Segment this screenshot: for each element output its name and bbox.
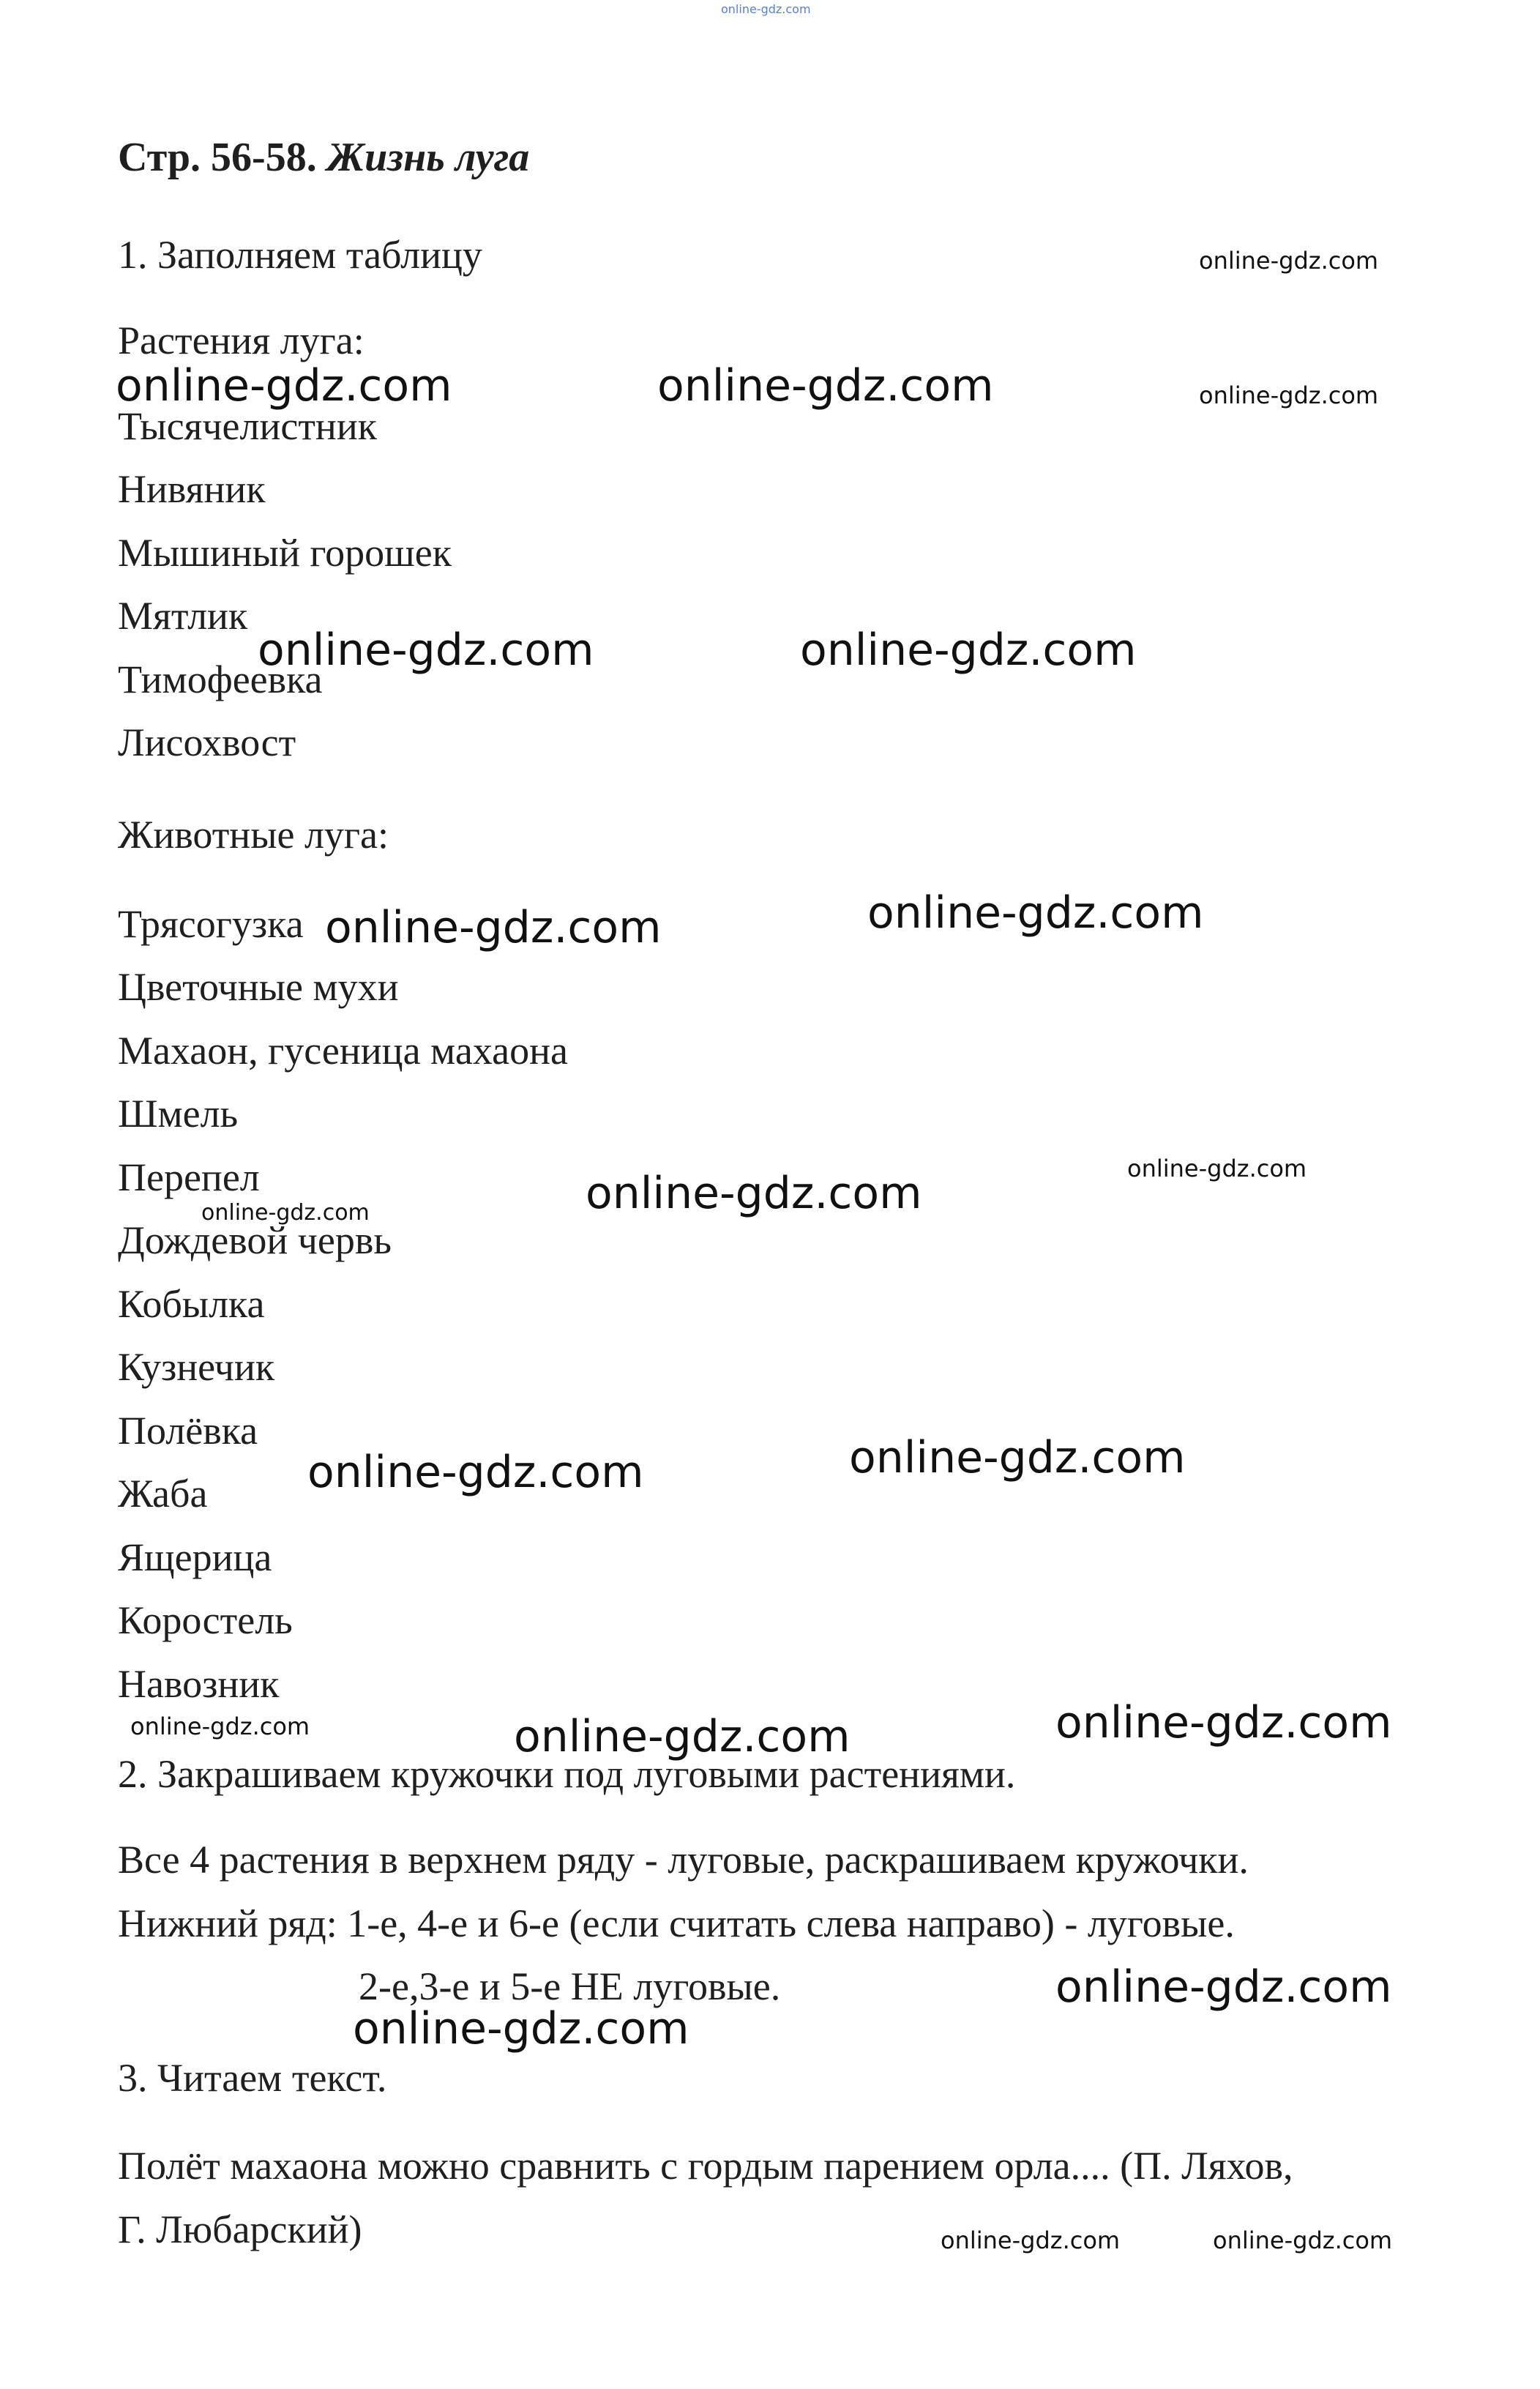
watermark: online-gdz.com xyxy=(1127,1155,1307,1182)
animals-heading: Животные луга: xyxy=(118,813,389,857)
plant-item: Нивяник xyxy=(118,467,266,511)
animal-item: Шмель xyxy=(118,1092,239,1136)
animal-item: Жаба xyxy=(118,1472,208,1516)
animal-item: Полёвка xyxy=(118,1409,258,1453)
watermark: online-gdz.com xyxy=(353,2003,689,2054)
task2-line: Все 4 растения в верхнем ряду - луговые, раскрашиваем кружочки. xyxy=(118,1838,1249,1882)
watermark: online-gdz.com xyxy=(586,1168,922,1219)
page-title xyxy=(118,135,529,179)
watermark: online-gdz.com xyxy=(657,360,994,411)
watermark: online-gdz.com xyxy=(1055,1961,1392,2013)
watermark: online-gdz.com xyxy=(514,1711,851,1762)
plant-item: Мышиный горошек xyxy=(118,531,452,575)
watermark: online-gdz.com xyxy=(130,1712,310,1740)
watermark: online-gdz.com xyxy=(849,1432,1186,1483)
watermark: online-gdz.com xyxy=(941,2226,1121,2254)
watermark: online-gdz.com xyxy=(1213,2226,1393,2254)
animal-item: Кузнечик xyxy=(118,1345,275,1389)
watermark: online-gdz.com xyxy=(116,360,452,411)
plant-item: Тысячелистник xyxy=(118,404,377,448)
plant-item: Лисохвост xyxy=(118,720,296,764)
page-title-prefix: Стр. 56-58. xyxy=(118,135,317,180)
watermark: online-gdz.com xyxy=(1199,247,1379,275)
task3-heading: 3. Читаем текст. xyxy=(118,2056,387,2100)
task3-line: Г. Любарский) xyxy=(118,2207,362,2251)
watermark: online-gdz.com xyxy=(307,1447,644,1498)
animal-item: Коростель xyxy=(118,1598,293,1642)
watermark: online-gdz.com xyxy=(201,1200,370,1226)
animal-item: Перепел xyxy=(118,1155,260,1199)
animal-item: Ящерица xyxy=(118,1535,272,1579)
task3-line: Полёт махаона можно сравнить с гордым парением орла.... (П. Ляхов, xyxy=(118,2144,1293,2188)
watermark: online-gdz.com xyxy=(867,887,1204,939)
watermark: online-gdz.com xyxy=(1199,381,1379,409)
header-watermark: online-gdz.com xyxy=(721,2,811,16)
animal-item: Махаон, гусеница махаона xyxy=(118,1029,568,1073)
watermark: online-gdz.com xyxy=(258,625,594,676)
task1-heading: 1. Заполняем таблицу xyxy=(118,233,482,277)
plant-item: Тимофеевка xyxy=(118,657,323,701)
task2-heading: 2. Закрашиваем кружочки под луговыми растениями. xyxy=(118,1752,1016,1796)
task2-line: 2-е,3-е и 5-е НЕ луговые. xyxy=(359,1964,781,2008)
watermark: online-gdz.com xyxy=(800,625,1137,676)
animal-item: Навозник xyxy=(118,1662,280,1706)
watermark: online-gdz.com xyxy=(1055,1697,1392,1748)
page-title-topic: Жизнь луга xyxy=(326,135,530,180)
animal-item: Дождевой червь xyxy=(118,1218,392,1262)
plant-item: Мятлик xyxy=(118,594,248,638)
animal-item: Цветочные мухи xyxy=(118,965,399,1009)
animal-item: Кобылка xyxy=(118,1282,265,1326)
animal-item: Трясогузка xyxy=(118,902,304,946)
watermark: online-gdz.com xyxy=(325,902,662,953)
task2-line: Нижний ряд: 1-е, 4-е и 6-е (если считать слева направо) - луговые. xyxy=(118,1901,1235,1945)
plants-heading: Растения луга: xyxy=(118,318,365,362)
